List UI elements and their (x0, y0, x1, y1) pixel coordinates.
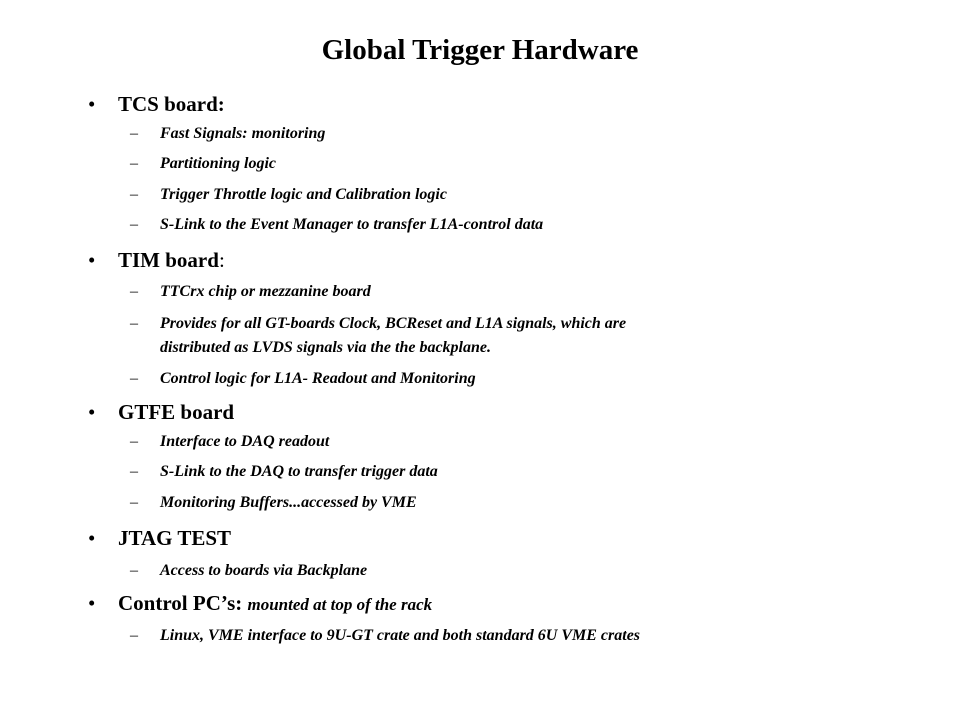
bullet-heading-suffix: : (217, 92, 225, 116)
dash-marker: – (130, 315, 138, 332)
dash-marker: – (130, 433, 138, 450)
dash-marker: – (130, 370, 138, 387)
bullet-heading: GTFE board (118, 400, 235, 424)
bullet-heading: TCS board (118, 92, 218, 116)
bullet-heading: Control PC’s: (118, 591, 243, 615)
dash-marker: – (130, 155, 138, 172)
bullet-dot: • (88, 248, 96, 272)
bullet-dot: • (88, 591, 96, 615)
dash-marker: – (130, 562, 138, 579)
bullet-dot: • (88, 92, 96, 116)
bullet-heading: JTAG TEST (118, 526, 232, 550)
slide-content: • TCS board: – Fast Signals: monitoring – Partitioning logic – Trigger Throttle logic and Calibration logic – S-Link to the Event Manager to transfer L1A-control data • TIM board: – TTCrx chip or mezzanine board – Provides for all GT-boards Clock, BCReset and L1A signals, which are distributed as LVDS signals via the the backplane. – Control logic for L1A- Readout and Monitoring • GTFE board – Interface to DAQ readout – S-Link to the DAQ to transfer trigger data – Monitoring Buffers...accessed by VME • JTAG TEST – Access to boards via Backplane • Control PC’s: mounted at top of the rack – Linux, VME interface to 9U-GT crate and both standard 6U VME crates (0, 0, 960, 720)
slide-title: Global Trigger Hardware (321, 34, 639, 66)
dash-marker: – (130, 125, 138, 142)
dash-marker: – (130, 627, 138, 644)
dash-marker: – (130, 186, 138, 203)
bullet-heading-suffix: : (218, 248, 225, 272)
bullet-dot: • (88, 526, 96, 550)
bullet-heading: TIM board (118, 248, 219, 272)
dash-marker: – (130, 283, 138, 300)
bullet-heading-note: mounted at top of the rack (247, 595, 433, 614)
bullet-dot: • (88, 400, 96, 424)
dash-marker: – (130, 494, 138, 511)
dash-marker: – (130, 463, 138, 480)
dash-marker: – (130, 216, 138, 233)
